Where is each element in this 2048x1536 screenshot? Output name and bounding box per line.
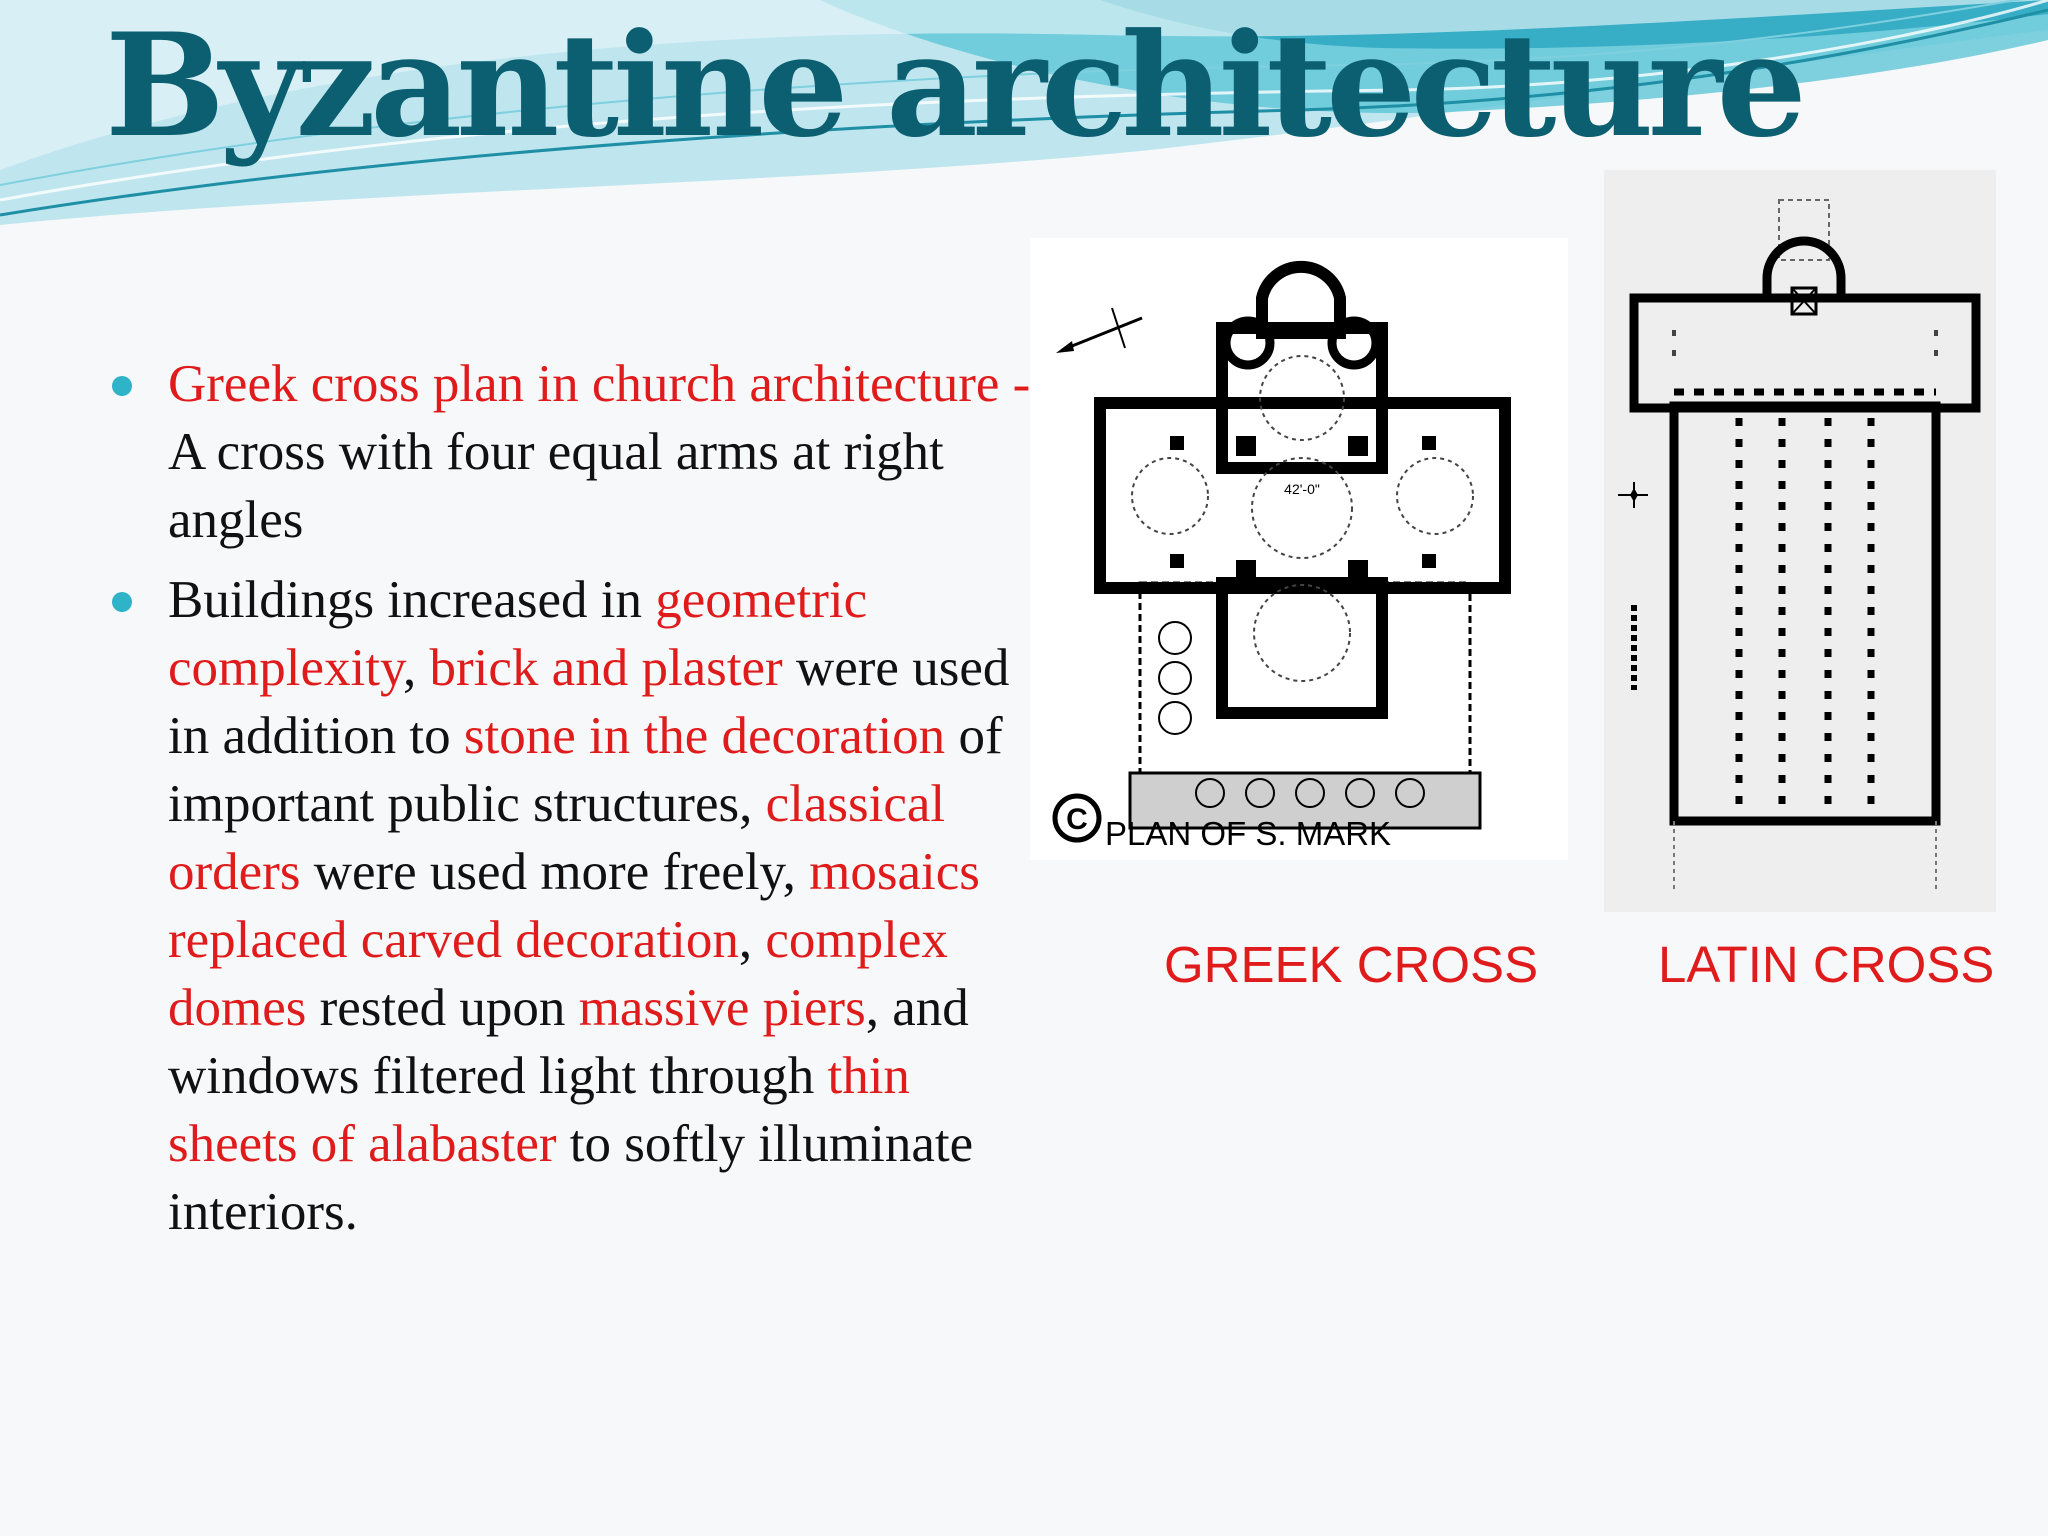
dimension-label: 42'-0" (1284, 481, 1320, 497)
bullet-segment: were used in addition to (168, 639, 1010, 765)
greek-cross-plan-image (1030, 238, 1568, 860)
bullet-marker (112, 376, 132, 396)
bullet-segment: stone in the decoration (463, 707, 946, 765)
bullet-segment: geometric complexity (168, 571, 868, 697)
compass-icon (1618, 482, 1648, 508)
latin-cross-caption: LATIN CROSS (1658, 936, 1995, 993)
slide-title: Byzantine architecture (105, 3, 1801, 169)
bullet-segment: classical orders (168, 775, 946, 901)
bullet-segment: brick and plaster (429, 639, 783, 697)
bullet-segment: rested upon (306, 979, 579, 1037)
bullet-segment: , (403, 639, 430, 697)
bullet-segment: A cross with four equal arms at right angles (168, 423, 944, 549)
bullet-list (110, 350, 1050, 1258)
bullet-segment: thin sheets of alabaster (168, 1047, 910, 1173)
bullet-segment: Buildings increased in (168, 571, 656, 629)
bullet-segment: complex domes (168, 911, 948, 1037)
bullet-segment: massive piers (578, 979, 866, 1037)
bullet-segment: of important public structures, (168, 707, 1003, 833)
bullet-segment: mosaics replaced carved decoration (168, 843, 980, 969)
latin-cross-plan-image (1604, 170, 1996, 912)
bullet-segment: , (738, 911, 766, 969)
greek-cross-caption: GREEK CROSS (1164, 936, 1539, 993)
bullet-segment: were used more freely, (300, 843, 810, 901)
north-arrow-icon (1056, 308, 1142, 353)
plan-label: PLAN OF S. MARK (1105, 815, 1392, 852)
bullet-marker (112, 592, 132, 612)
bullet-segment: , and windows filtered light through (168, 979, 969, 1105)
bullet-item (110, 350, 1050, 554)
bullet-segment: to softly illuminate interiors. (168, 1115, 974, 1241)
bullet-item (110, 566, 1050, 1246)
bullet-segment: Greek cross plan in church architecture - (168, 355, 1031, 413)
copyright-letter: C (1066, 803, 1088, 836)
